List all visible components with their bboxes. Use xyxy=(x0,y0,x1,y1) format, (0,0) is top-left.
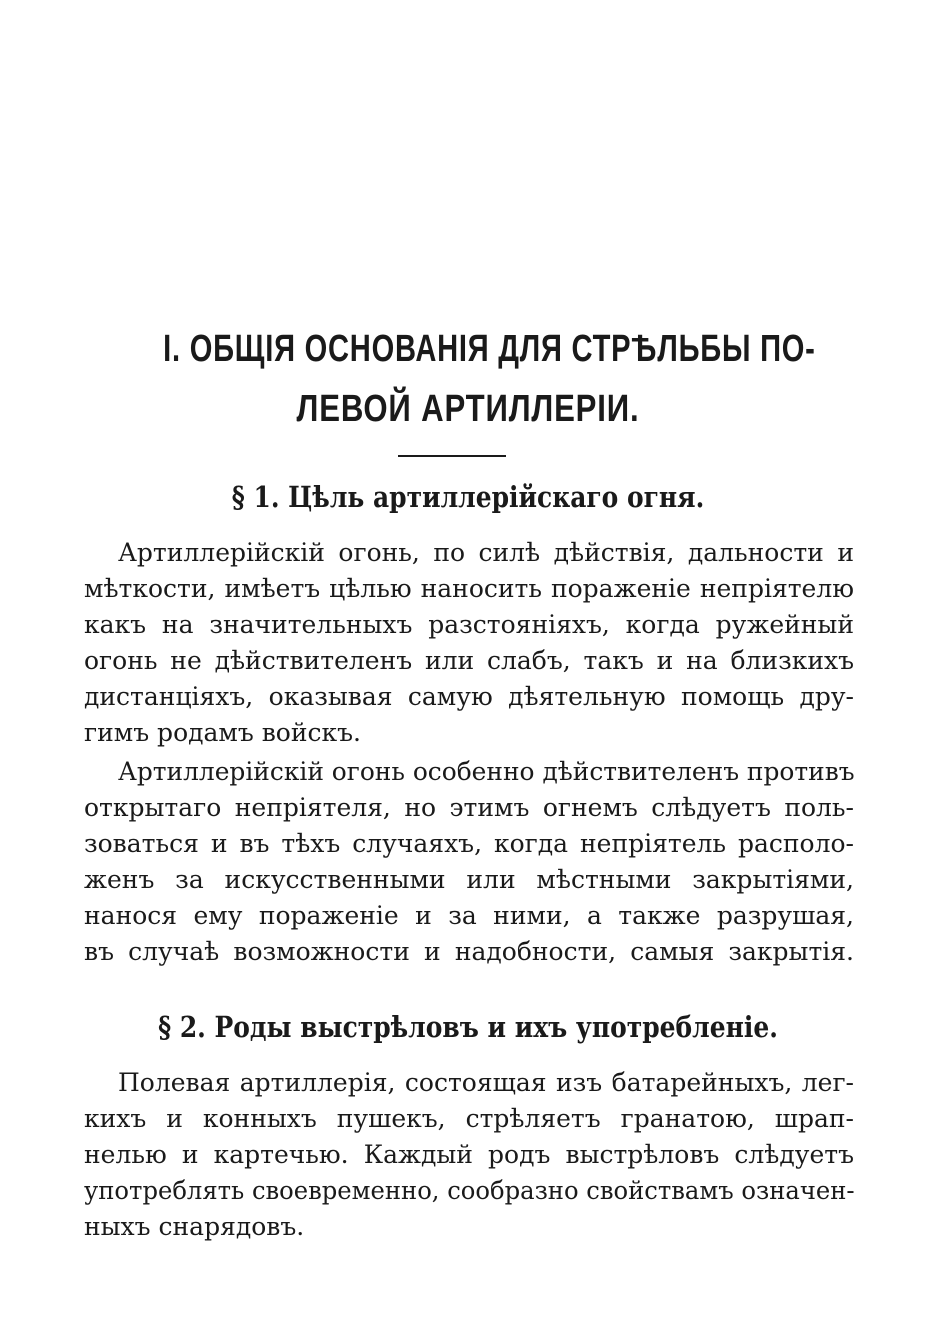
section-1-para-2-line-4: женъ за искусственными или мѣстными закрытіями, xyxy=(84,865,854,894)
section-1-para-1-line-5: дистанціяхъ, оказывая самую дѣятельную помощь дру- xyxy=(84,682,854,711)
section-1-para-1-line-1: Артиллерійскій огонь, по силѣ дѣйствія, дальности и xyxy=(118,538,854,567)
chapter-title-line-1: I. ОБЩІЯ ОСНОВАНІЯ ДЛЯ СТРѢЛЬБЫ ПО- xyxy=(163,328,816,370)
title-divider xyxy=(398,455,506,457)
section-2-para-1-line-5: ныхъ снарядовъ. xyxy=(84,1212,305,1241)
section-1-para-1-line-3: какъ на значительныхъ разстояніяхъ, когда ружейный xyxy=(84,610,854,639)
chapter-title-line-2: ЛЕВОЙ АРТИЛЛЕРІИ. xyxy=(296,388,640,430)
section-1-para-1-line-2: мѣткости, имѣетъ цѣлью наносить пораженіе непріятелю xyxy=(84,574,854,603)
section-1-para-1-line-4: огонь не дѣйствителенъ или слабъ, такъ и на близкихъ xyxy=(84,646,854,675)
section-1-para-2-line-5: нанося ему пораженіе и за ними, а также разрушая, xyxy=(84,901,854,930)
section-2-para-1-line-1: Полевая артиллерія, состоящая изъ батарейныхъ, лег- xyxy=(118,1068,854,1097)
section-1-heading: § 1. Цѣль артиллерійскаго огня. xyxy=(231,480,705,514)
section-1-para-1-line-6: гимъ родамъ войскъ. xyxy=(84,718,361,747)
section-2-heading: § 2. Роды выстрѣловъ и ихъ употребленіе. xyxy=(158,1010,778,1044)
section-1-para-2-line-6: въ случаѣ возможности и надобности, самыя закрытія. xyxy=(84,937,854,966)
section-1-para-2-line-2: открытаго непріятеля, но этимъ огнемъ слѣдуетъ поль- xyxy=(84,793,854,822)
section-1-para-2-line-1: Артиллерійскій огонь особенно дѣйствителенъ противъ xyxy=(118,757,855,786)
section-2-para-1-line-3: нелью и картечью. Каждый родъ выстрѣловъ слѣдуетъ xyxy=(84,1140,854,1169)
section-2-para-1-line-4: употреблять своевременно, сообразно свойствамъ означен- xyxy=(84,1176,855,1205)
section-1-para-2-line-3: зоваться и въ тѣхъ случаяхъ, когда непріятель располо- xyxy=(84,829,854,858)
section-2-para-1-line-2: кихъ и конныхъ пушекъ, стрѣляетъ гранатою, шрап- xyxy=(84,1104,854,1133)
